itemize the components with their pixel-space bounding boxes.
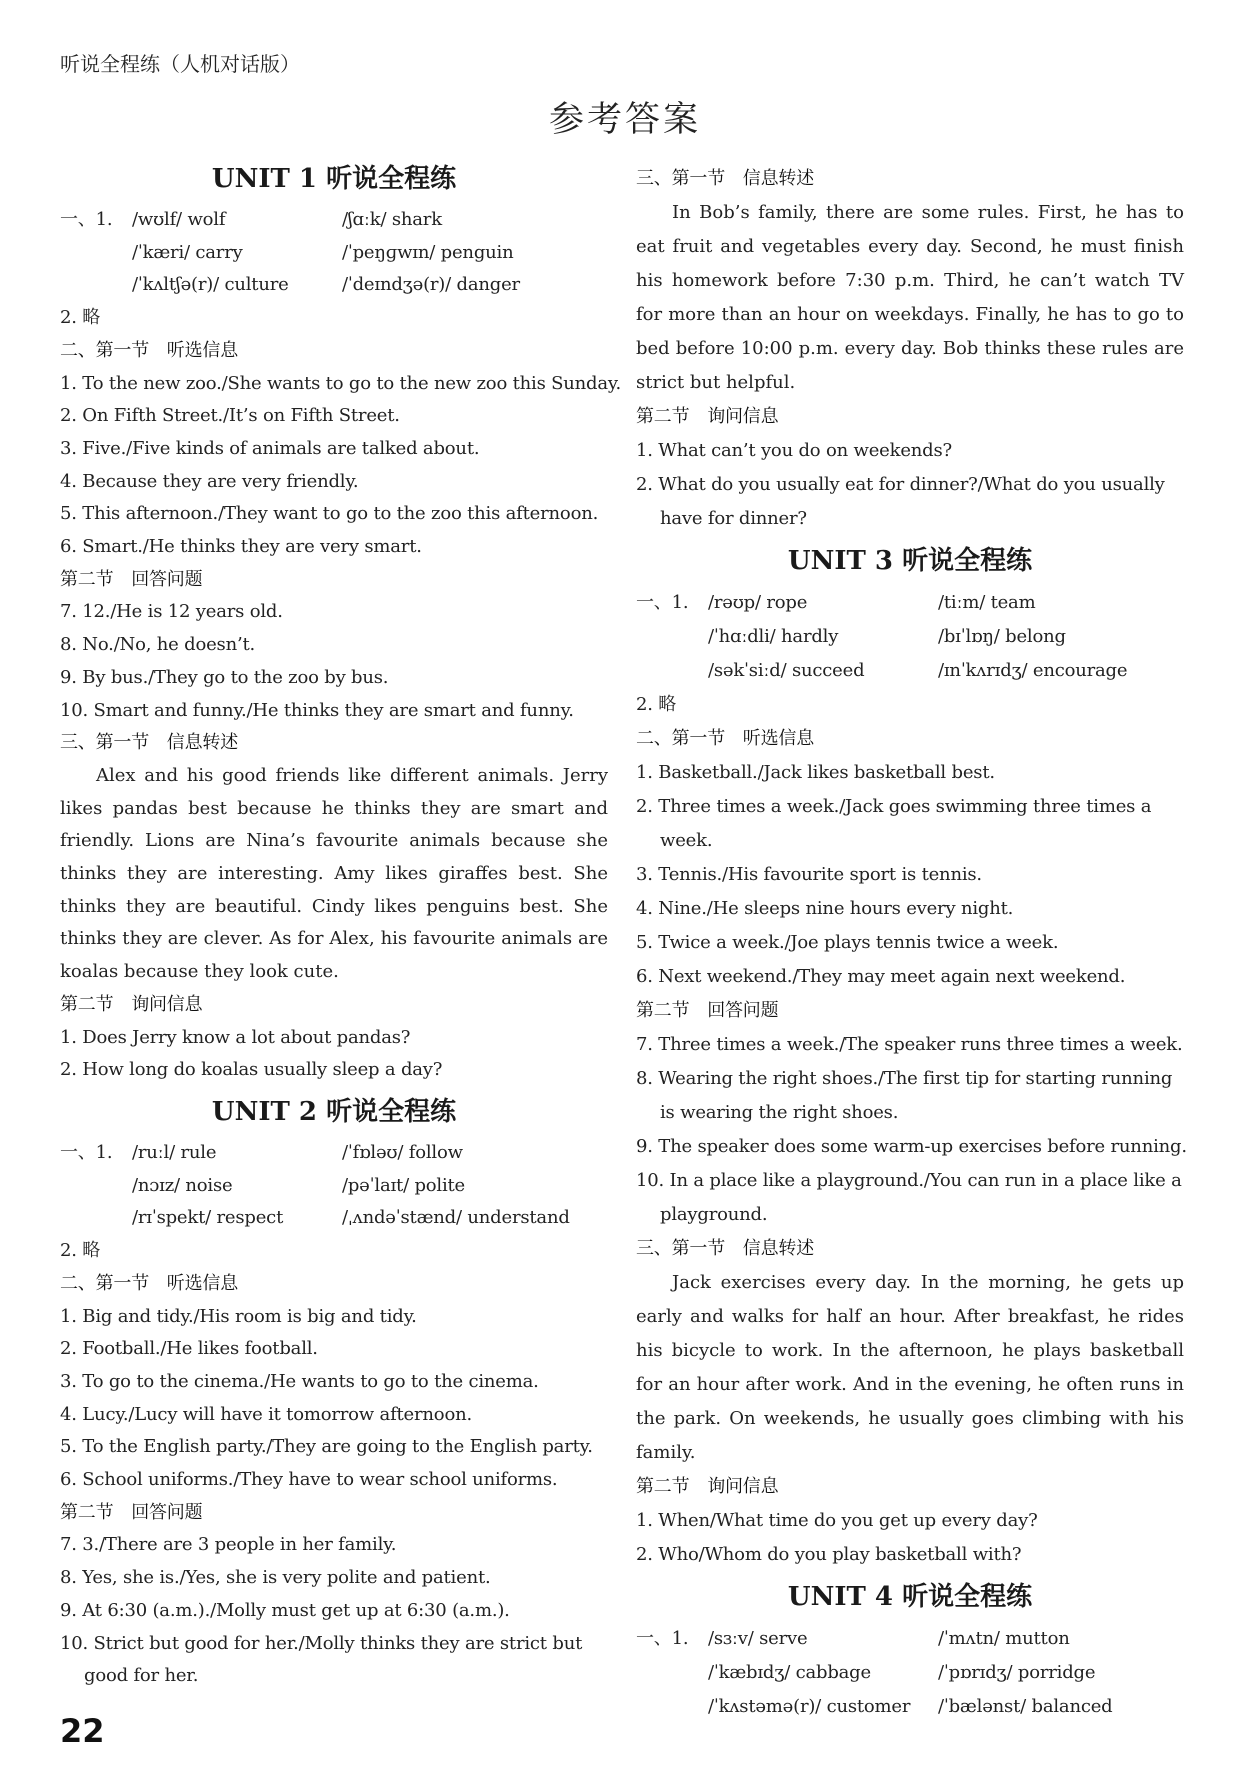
phonetic-item: /tiːm/ team [938, 592, 1036, 613]
section-heading: 第二节 询问信息 [636, 1476, 779, 1497]
phonetic-item: /ˈfɒləʊ/ follow [342, 1141, 463, 1163]
retell-paragraph: Jack exercises every day. In the morning, he gets up early and walks for half an hour. After breakfast, he rides his bicycle to work. In the afternoon, he plays basketball for an hour after work. And in the evening, he often runs in the park. On weekends, he usually goes climbing with his family. [636, 1272, 1184, 1463]
question-number [636, 620, 708, 654]
question-number: 一、1. [60, 1141, 113, 1163]
section-heading: 三、第一节 信息转述 [60, 732, 238, 754]
phonetic-item: /ruːl/ rule [132, 1141, 217, 1163]
answer-line: 1. What can’t you do on weekends? [636, 440, 952, 461]
question-number: 一、1. [60, 209, 113, 230]
answer-line: 2. 略 [60, 307, 101, 329]
answer-line: 6. School uniforms./They have to wear school uniforms. [60, 1469, 558, 1491]
phonetic-item: /pəˈlaɪt/ polite [342, 1174, 466, 1196]
answer-line: 8. No./No, he doesn’t. [60, 634, 256, 656]
answer-line: 5. Twice a week./Joe plays tennis twice a week. [636, 932, 1059, 953]
section-heading: 第二节 回答问题 [636, 1000, 779, 1021]
phonetic-row [636, 1656, 1184, 1690]
phonetic-row [636, 586, 1184, 620]
phonetic-row [60, 237, 608, 270]
answer-line: 10. Smart and funny./He thinks they are smart and funny. [60, 699, 574, 721]
phonetic-item: /bɪˈlɒŋ/ belong [938, 626, 1066, 647]
phonetic-row [60, 269, 608, 302]
answer-line: 3. Tennis./His favourite sport is tennis. [636, 864, 982, 885]
phonetic-item: /sɜːv/ serve [708, 1628, 808, 1649]
phonetic-item: /ˈdeɪndʒə(r)/ danger [342, 274, 520, 296]
question-number [60, 1170, 132, 1203]
answer-line: 1. Does Jerry know a lot about pandas? [60, 1026, 411, 1048]
answer-line: 2. How long do koalas usually sleep a day? [60, 1059, 443, 1081]
answer-line: 3. To go to the cinema./He wants to go to the cinema. [60, 1370, 539, 1392]
answer-line: 8. Yes, she is./Yes, she is very polite and patient. [60, 1567, 491, 1589]
phonetic-item: /ˈmʌtn/ mutton [938, 1628, 1070, 1649]
phonetic-item: /wʊlf/ wolf [132, 209, 226, 230]
answer-line: 10. In a place like a playground./You can run in a place like a playground. [636, 1170, 1182, 1225]
phonetic-item: /ˈkʌltʃə(r)/ culture [132, 274, 289, 296]
question-number [60, 237, 132, 270]
section-heading: 二、第一节 听选信息 [636, 728, 814, 749]
answer-line: 1. To the new zoo./She wants to go to the new zoo this Sunday. [60, 372, 622, 394]
answer-line: 6. Smart./He thinks they are very smart. [60, 536, 422, 558]
question-number [60, 1202, 132, 1235]
left-column [60, 162, 622, 1693]
question-number [636, 1656, 708, 1690]
section-heading: 第二节 询问信息 [60, 993, 203, 1015]
phonetic-row [636, 1622, 1184, 1656]
phonetic-item: /ˈkæbɪdʒ/ cabbage [708, 1662, 871, 1683]
answer-line: 2. 略 [636, 694, 677, 715]
page-title: 参考答案 [548, 100, 701, 140]
question-number: 一、1. [636, 1628, 689, 1649]
answer-line: 9. At 6:30 (a.m.)./Molly must get up at 6:30 (a.m.). [60, 1599, 510, 1621]
answer-line: 7. 12./He is 12 years old. [60, 601, 283, 623]
answer-line: 1. When/What time do you get up every day? [636, 1510, 1038, 1531]
question-number [60, 269, 132, 302]
unit-1-title: UNIT 1 听说全程练 [211, 164, 457, 194]
phonetic-item: /ˈkʌstəmə(r)/ customer [708, 1696, 911, 1717]
answer-line: 2. On Fifth Street./It’s on Fifth Street. [60, 405, 400, 427]
phonetic-item: /ʃɑːk/ shark [342, 209, 442, 230]
answer-line: 2. What do you usually eat for dinner?/What do you usually have for dinner? [636, 474, 1165, 529]
phonetic-row [60, 1137, 608, 1170]
answer-line: 4. Nine./He sleeps nine hours every night. [636, 898, 1014, 919]
phonetic-item: /səkˈsiːd/ succeed [708, 660, 865, 681]
answer-line: 1. Big and tidy./His room is big and tidy. [60, 1305, 417, 1327]
answer-line: 5. To the English party./They are going to the English party. [60, 1436, 593, 1458]
answer-line: 2. Three times a week./Jack goes swimming three times a week. [636, 796, 1152, 851]
page-number: 22 [60, 1712, 105, 1750]
answer-line: 10. Strict but good for her./Molly thinks they are strict but good for her. [60, 1632, 583, 1687]
answer-line: 5. This afternoon./They want to go to the zoo this afternoon. [60, 503, 599, 525]
answer-line: 4. Because they are very friendly. [60, 470, 359, 492]
answer-line: 2. 略 [60, 1240, 101, 1262]
phonetic-item: /ˈpɒrɪdʒ/ porridge [938, 1662, 1096, 1683]
retell-paragraph: In Bob’s family, there are some rules. First, he has to eat fruit and vegetables every day. Second, he must finish his homework before 7:30 p.m. Third, he can’t watch TV for more than an hour on weekdays. Finally, he has to go to bed before 10:00 p.m. every day. Bob thinks these rules are strict but helpful. [636, 202, 1184, 393]
phonetic-row [636, 654, 1184, 688]
section-heading: 三、第一节 信息转述 [636, 1238, 814, 1259]
section-heading: 第二节 回答问题 [60, 568, 203, 590]
section-heading: 二、第一节 听选信息 [60, 1272, 238, 1294]
answer-line: 6. Next weekend./They may meet again next weekend. [636, 966, 1126, 987]
phonetic-item: /ˈbælənst/ balanced [938, 1696, 1113, 1717]
unit-2-title: UNIT 2 听说全程练 [211, 1096, 457, 1127]
phonetic-row [636, 1690, 1184, 1724]
question-number: 一、1. [636, 592, 689, 613]
answer-line: 2. Who/Whom do you play basketball with? [636, 1544, 1022, 1565]
answer-line: 9. By bus./They go to the zoo by bus. [60, 666, 389, 688]
phonetic-item: /nɔɪz/ noise [132, 1174, 233, 1196]
unit-4-title: UNIT 4 听说全程练 [787, 1582, 1033, 1612]
running-header: 听说全程练（人机对话版） [60, 52, 300, 76]
question-number [636, 654, 708, 688]
phonetic-row [60, 1170, 608, 1203]
right-column [636, 162, 1187, 1724]
phonetic-item: /rɪˈspekt/ respect [132, 1207, 284, 1229]
answer-line: 8. Wearing the right shoes./The first tip for starting running is wearing the right shoes. [636, 1068, 1173, 1123]
phonetic-item: /ˈhɑːdli/ hardly [708, 626, 839, 647]
answer-line: 9. The speaker does some warm-up exercises before running. [636, 1136, 1187, 1157]
section-heading: 第二节 回答问题 [60, 1501, 203, 1523]
question-number [636, 1690, 708, 1724]
phonetic-item: /rəʊp/ rope [708, 592, 808, 613]
answer-line: 3. Five./Five kinds of animals are talked about. [60, 437, 480, 459]
section-heading: 第二节 询问信息 [636, 406, 779, 427]
answer-line: 7. Three times a week./The speaker runs three times a week. [636, 1034, 1183, 1055]
phonetic-row [60, 1202, 608, 1235]
answer-line: 1. Basketball./Jack likes basketball best. [636, 762, 995, 783]
phonetic-item: /ˈkæri/ carry [132, 241, 243, 263]
phonetic-item: /ɪnˈkʌrɪdʒ/ encourage [938, 660, 1128, 681]
phonetic-item: /ˈpeŋɡwɪn/ penguin [342, 241, 514, 263]
section-heading: 二、第一节 听选信息 [60, 339, 238, 361]
phonetic-row [60, 204, 608, 237]
answer-line: 4. Lucy./Lucy will have it tomorrow afternoon. [60, 1403, 472, 1425]
phonetic-item: /ˌʌndəˈstænd/ understand [342, 1207, 570, 1229]
answer-line: 2. Football./He likes football. [60, 1338, 318, 1360]
phonetic-row [636, 620, 1184, 654]
answer-line: 7. 3./There are 3 people in her family. [60, 1534, 397, 1556]
unit-3-title: UNIT 3 听说全程练 [787, 546, 1033, 576]
section-heading: 三、第一节 信息转述 [636, 168, 814, 189]
retell-paragraph: Alex and his good friends like different animals. Jerry likes pandas best because he thinks they are smart and friendly. Lions are Nina’s favourite animals because she thinks they are interesting. Amy likes giraffes best. She thinks they are beautiful. Cindy likes penguins best. She thinks they are clever. As for Alex, his favourite animals are koalas because they look cute. [60, 764, 608, 983]
